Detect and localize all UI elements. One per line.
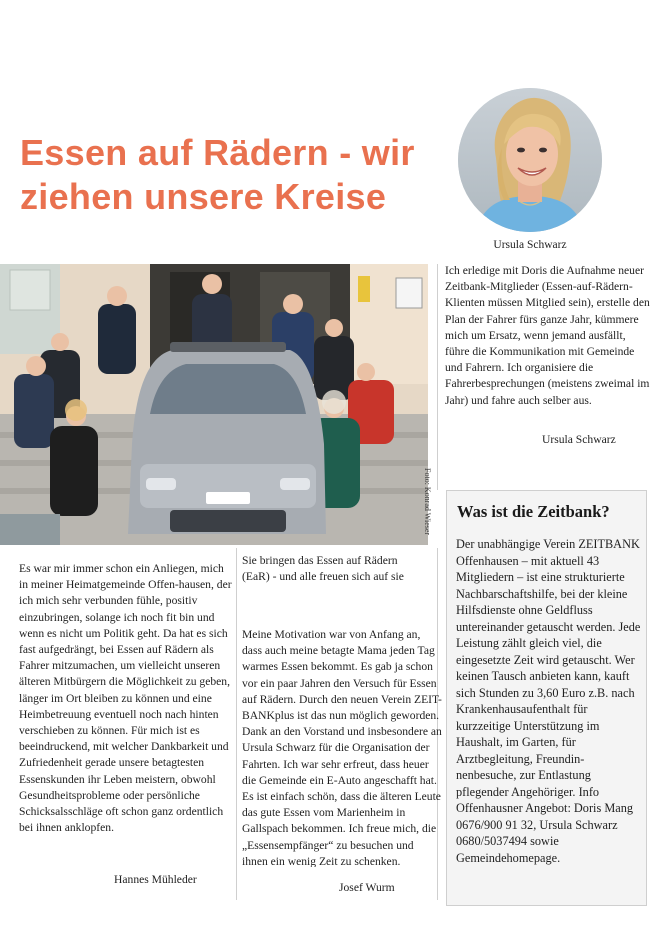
hannes-text: Es war mir immer schon ein Anliegen, mich in meiner Heimatgemeinde Offen-hausen, der ich mich sehr verbunden fühle, positiv einzubringen, solange ich noch fit bin und wenn es nicht um Politik geht. Da hat es sich fast aufgedrängt, bei Essen auf Rädern als Fahrer mitzumachen, um vielleicht unseren älteren Mitbürgern die Möglichkeit zu geben, länger im Ort bleiben zu können und eine Heimbetreuung eventuell noch nach hinten verschieben zu können. Für mich ist es beeindruckend, mit welcher Dankbarkeit und Zufriedenheit gerade unsere betagtesten Essenskunden ihr Leben meistern, obwohl Gesundheitsprobleme oder persönliche Schicksalsschläge oft schon ganz ordentlich bei ihnen anklopfen. xyxy=(19,562,232,835)
divider-right-top xyxy=(437,264,438,490)
zeitbank-text: Der unabhängige Verein ZEITBANK Offenhausen – mit aktuell 43 Mitgliedern – ist eine strukturierte Nachbarschaftshilfe, bei der kleine Hilfsdienste ohne Geldfluss untereinander getauscht werden. Jede Leistung zählt gleich viel, die eingesetzte Zeit wird getauscht. Wer keinen Tausch anbieten kann, kauft sich Stunden zu 3,60 Euro z.B. nach Krankenhausaufenthalt für kurzzeitige Unterstützung im Haushalt, im Garten, für Arztbegleitung, Freundin-nenbesuche, zur Entlastung pflegender Angehöriger. Info Offenhausner Angebot: Doris Mang 0676/900 91 32, Ursula Schwarz 0680/5037494 sowie Gemeindehomepage. xyxy=(456,537,641,865)
portrait-caption: Ursula Schwarz xyxy=(493,239,567,251)
hannes-signature: Hannes Mühleder xyxy=(114,873,197,886)
zeitbank-info-box xyxy=(446,490,647,906)
group-photo xyxy=(0,264,428,545)
photo-credit: Foto: Konrad Wieser xyxy=(423,468,432,536)
zeitbank-title: Was ist die Zeitbank? xyxy=(457,502,610,521)
portrait-ursula-schwarz xyxy=(458,88,602,232)
group-photo-illustration xyxy=(0,264,428,545)
photo-caption: Sie bringen das Essen auf Rädern (EaR) - und alle freuen sich auf sie xyxy=(242,554,404,584)
ursula-text: Ich erledige mit Doris die Aufnahme neuer Zeitbank-Mitglieder (Essen-auf-Rädern-Klienten müssen Mitglied sein), erstelle den Plan der Fahrer fürs ganze Jahr, kümmere mich um Ersatz, wenn jemand ausfällt, führe die Kommunikation mit Gemeinde und Fahrern. Ich organisiere die Fahrerbesprechungen (meistens zweimal im Jahr) und fahre auch selber aus. xyxy=(445,264,650,407)
portrait-image xyxy=(458,88,602,232)
ursula-signature: Ursula Schwarz xyxy=(542,433,616,446)
divider-col-1-2 xyxy=(236,548,237,900)
josef-text: Meine Motivation war von Anfang an, dass auch meine betagte Mama jeden Tag warmes Essen bekommt. Es gab ja schon vor ein paar Jahren den Versuch für Essen auf Rädern. Durch den neuen Verein ZEIT-BANKplus ist das nun möglich geworden. Dank an den Vorstand und insbesondere an Ursula Schwarz für die Organisation der Fahrten. Ich war sehr erfreut, dass heuer die Gemeinde ein E-Auto angeschafft hat. Es ist einfach schön, dass die älteren Leute das gute Essen vom Marienheim in Gallspach bekommen. Ich freue mich, die „Essensempfänger“ zu besuchen und ihnen ein wenig Zeit zu schenken. xyxy=(242,628,442,867)
headline: Essen auf Rädern - wir ziehen unsere Kreise xyxy=(20,132,415,217)
josef-signature: Josef Wurm xyxy=(339,881,395,894)
